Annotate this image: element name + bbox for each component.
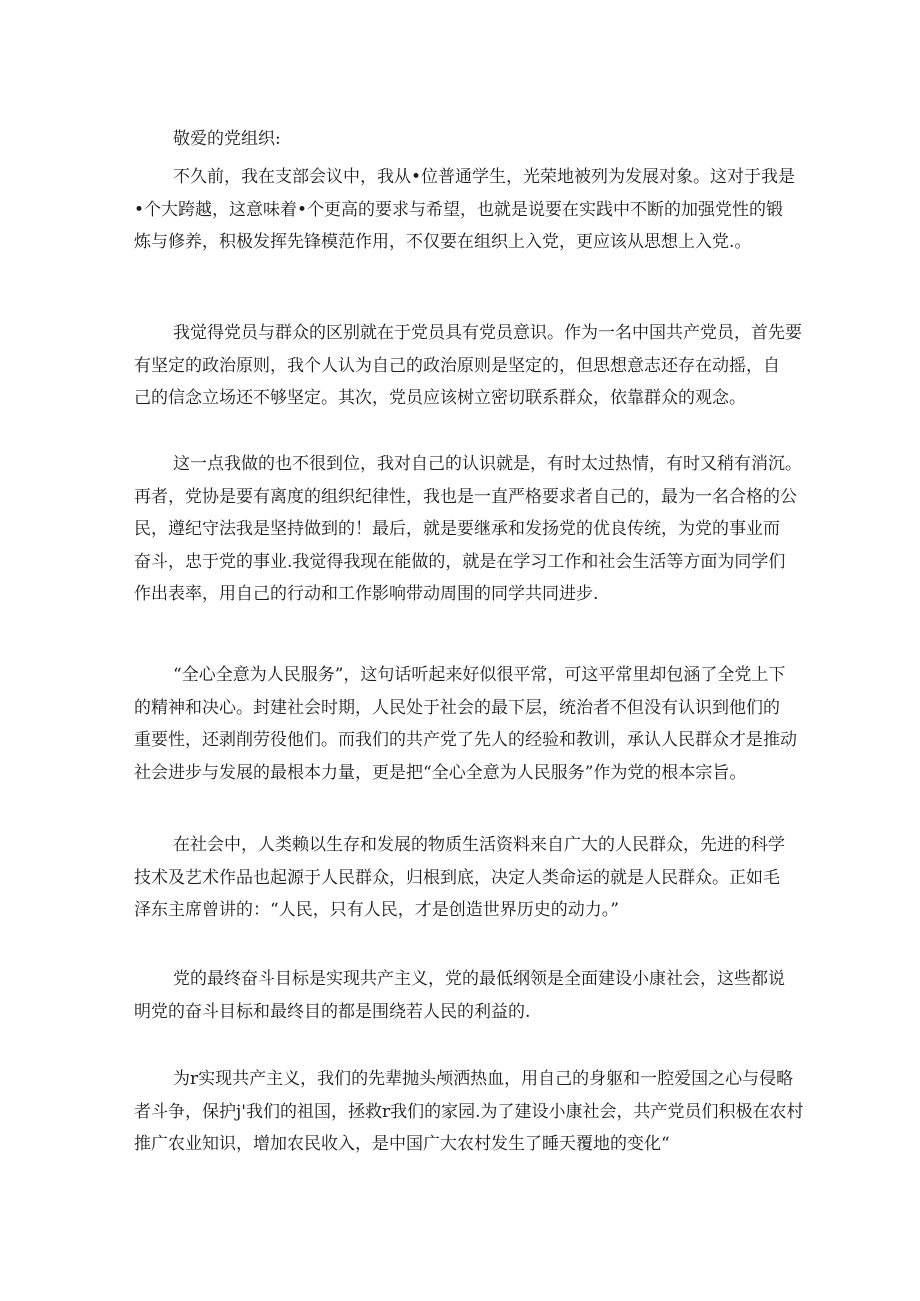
paragraph-line: “全心全意为人民服务”，这句话听起来好似很平常，可这平常里却包涵了全党上下 <box>173 665 786 685</box>
paragraph-line: 技术及艺术作品也起源于人民群众，归根到底，决定人类命运的就是人民群众。正如毛 <box>134 867 780 888</box>
paragraph-5 <box>134 829 794 927</box>
paragraph-line: 者斗争，保护j'我们的祖国，拯救r我们的家园.为了建设小康社会，共产党员们积极在农村 <box>134 1101 804 1122</box>
paragraph-line: 重要性，还剥削劳役他们。而我们的共产党了先人的经验和教训，承认人民群众才是推动 <box>134 730 797 750</box>
paragraph-line: •个大跨越，这意味着•个更高的要求与希望，也就是说要在实践中不断的加强党性的锻 <box>134 199 784 220</box>
paragraph-line: 民，遵纪守法我是坚持做到的！最后，就是要继承和发扬党的优良传统，为党的事业而 <box>134 519 780 539</box>
paragraph-line: 己的信念立场还不够坚定。其次，党员应该树立密切联系群众，依靠群众的观念。 <box>134 388 746 408</box>
paragraph-2 <box>134 317 802 415</box>
paragraph-4 <box>134 659 797 789</box>
paragraph-line: 为r实现共产主义，我们的先辈抛头颅洒热血，用自己的身躯和一腔爱国之心与侵略 <box>173 1069 794 1089</box>
paragraph-line: 我觉得党员与群众的区别就在于党员具有党员意识。作为一名中国共产党员，首先要 <box>173 323 802 343</box>
paragraph-line: 泽东主席曾讲的：“人民，只有人民，才是创造世界历史的动力。” <box>134 900 619 920</box>
paragraph-line: 这一点我做的也不很到位，我对自己的认识就是，有时太过热情，有时又稍有消沉。 <box>173 454 802 474</box>
salutation: 敬爱的党组织: <box>173 129 281 149</box>
paragraph-line: 在社会中，人类赖以生存和发展的物质生活资料来自广大的人民群众，先进的科学 <box>173 835 785 855</box>
paragraph-1 <box>134 161 794 259</box>
paragraph-line: 作出表率，用自己的行动和工作影响带动周围的同学共同进步. <box>134 584 599 604</box>
paragraph-line: 有坚定的政治原则，我个人认为自己的政治原则是坚定的，但思想意志还存在动摇，自 <box>134 355 780 376</box>
paragraph-3 <box>134 448 802 611</box>
paragraph-line: 推广农业知识，增加农民收入，是中国广大农村发生了睡天覆地的变化“ <box>134 1134 670 1154</box>
paragraph-line: 奋斗，忠于党的事业.我觉得我现在能做的，就是在学习工作和社会生活等方面为同学们 <box>134 551 786 572</box>
paragraph-7 <box>134 1063 804 1161</box>
paragraph-line: 不久前，我在支部会议中，我从•位普通学生，光荣地被列为发展对象。这对于我是 <box>173 167 796 187</box>
paragraph-line: 社会进步与发展的最根本力量，更是把“全心全意为人民服务”作为党的根本宗旨。 <box>134 762 747 783</box>
paragraph-line: 的精神和决心。封建社会时期，人民处于社会的最下层，统治者不但没有认识到他们的 <box>134 697 780 718</box>
paragraph-6 <box>134 963 794 1028</box>
paragraph-line: 再者，党协是要有离度的组织纪律性，我也是一直严格要求者自己的，最为一名合格的公 <box>134 486 797 507</box>
paragraph-line: 明党的奋斗目标和最终目的都是围绕若人民的利益的. <box>134 1001 531 1022</box>
paragraph-line: 炼与修养，积极发挥先锋模范作用，不仅要在组织上入党，更应该从思想上入党.。 <box>134 232 752 252</box>
paragraph-line: 党的最终奋斗目标是实现共产主义，党的最低纲领是全面建设小康社会，这些都说 <box>173 969 785 989</box>
